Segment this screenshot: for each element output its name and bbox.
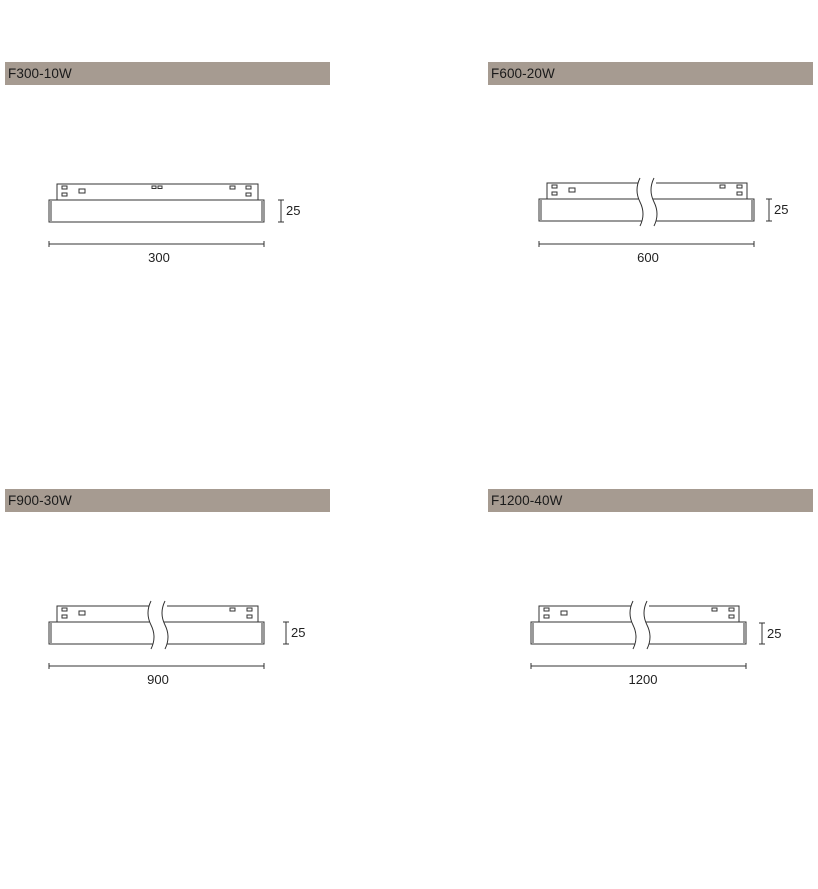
height-label: 25 [774, 202, 789, 217]
bracket-hole [247, 615, 252, 618]
bracket-hole [62, 615, 67, 618]
bracket-hole [561, 611, 567, 615]
height-label: 25 [286, 203, 301, 218]
bracket-hole [729, 608, 734, 611]
mounting-bracket [547, 183, 642, 199]
product-title: F1200-40W [491, 493, 563, 508]
bracket-hole [720, 185, 725, 188]
fixture-drawing [5, 62, 330, 462]
product-title: F900-30W [8, 493, 72, 508]
bracket-hole [737, 185, 742, 188]
bracket-hole [62, 608, 67, 611]
bracket-hole [230, 608, 235, 611]
bracket-hole [729, 615, 734, 618]
product-title: F300-10W [8, 66, 72, 81]
bracket-hole [712, 608, 717, 611]
fixture-drawing [488, 62, 813, 462]
length-label: 300 [148, 250, 170, 265]
length-label: 600 [637, 250, 659, 265]
product-title: F600-20W [491, 66, 555, 81]
product-panel-f1200 [488, 489, 813, 889]
mounting-bracket [167, 606, 258, 622]
fixture-drawing [5, 489, 330, 889]
length-label: 1200 [628, 672, 658, 687]
bracket-hole [737, 192, 742, 195]
mounting-bracket [539, 606, 635, 622]
product-panel-f900 [5, 489, 330, 889]
height-label: 25 [767, 626, 782, 641]
mounting-bracket [649, 606, 739, 622]
length-label: 900 [147, 672, 169, 687]
height-label: 25 [291, 625, 306, 640]
bracket-hole [247, 608, 252, 611]
mounting-bracket [57, 606, 153, 622]
bracket-hole [79, 611, 85, 615]
mounting-bracket [656, 183, 747, 199]
light-body [49, 200, 264, 222]
bracket-hole [544, 608, 549, 611]
bracket-hole [544, 615, 549, 618]
product-panel-f300 [5, 62, 330, 462]
product-panel-f600 [488, 62, 813, 462]
fixture-drawing [488, 489, 813, 889]
